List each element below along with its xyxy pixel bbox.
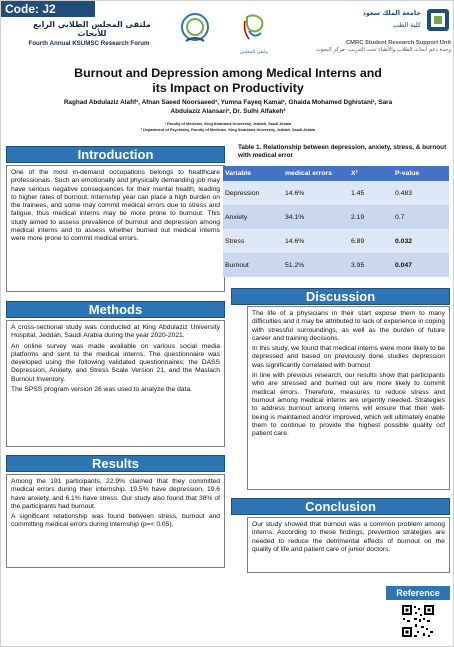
table-cell: 34.1% (283, 205, 349, 229)
methods-p1: A cross-sectional study was conducted at King Abdulaziz University Hospital, Jeddah, Saudi Arabia during the year 2020-2021. (11, 324, 220, 340)
introduction-box (6, 165, 225, 292)
methods-p3: The SPSS program version 26 was used to analyze the data. (11, 386, 193, 394)
table-cell: 1.45 (349, 181, 393, 205)
table-cell: 14.6% (283, 229, 349, 253)
table-row (223, 181, 449, 205)
cmrc-unit-arabic: وحدة دعم أبحاث الطلاب والأطباء تحت التدريب -مركز البحوث (315, 47, 451, 53)
poster-title (21, 66, 435, 96)
authors-line1: Raghad Abdulaziz Alafif¹, Afnan Saeed Noorsaeed¹, Yumna Fayeq Kamal¹, Ghaida Mohamed Dghistani¹, Sara (63, 99, 393, 106)
qr-code-icon[interactable] (401, 604, 435, 638)
table-row (223, 229, 449, 253)
affiliation-1: ¹ Faculty of Medicine, King Abdulaziz University, Jeddah, Saudi Arabia (164, 122, 292, 126)
table-row (223, 253, 449, 277)
poster-title-line2: its Impact on Productivity (152, 81, 304, 95)
forum-arabic-title: ملتقى المجلس الطلابي الرابع للأبحاث (33, 20, 151, 38)
table-cell: 0.7 (393, 205, 449, 229)
conclusion-heading: Conclusion (231, 498, 450, 515)
ksu-logo-text-2: كلية الطب (392, 21, 421, 29)
table-cell: Stress (223, 229, 283, 253)
methods-heading: Methods (6, 301, 225, 318)
results-p1: Among the 191 participants, 22.9% claimed that they committed medical errors during their internship. 19.5% have depression, 19.6 have anxiety, and 6.1% have stress. Our study also found that 38% of the participants had burnout. (11, 478, 220, 510)
methods-box (6, 320, 225, 447)
ksu-logo (341, 7, 451, 33)
cmrc-unit-english: CMRC Student Research Support Unit (346, 40, 451, 46)
table-caption: Table 1. Relationship between depression, anxiety, stress, & burnout with medical error (238, 144, 447, 160)
table-cell: Anxiety (223, 205, 283, 229)
table-header-cell: P-value (393, 166, 449, 181)
discussion-p3: In line with previous research, our results show that participants who are stressed and burned out are more likely to commit medical errors. Therefore, measures to reduce stress and burnout among medical interns are urgently needed. Strategies to address burnout among interns will ensure that their well-being is maintained and/or improved, which will ultimately enable them to continue to provide the highest possible quality ocf patient care. (252, 372, 445, 438)
table-cell: 0.483 (393, 181, 449, 205)
council-logo-text: ملتقى المجلس (239, 50, 269, 55)
table-cell: 6.89 (349, 229, 393, 253)
methods-p2: An online survey was made available on various social media platforms and sent to the medical interns. The questionnaire was developed using the following validated questionnaires; the DASS Depression, Anxiety, and Stress Scale Version 21, and the Maslach Burnout Inventory. (11, 342, 220, 383)
table-cell: 0.032 (393, 229, 449, 253)
discussion-p1: The life of a physicians in their start expose them to many difficulties and it may be attributed to lack of experience in coping with stressful surroundings, as well as the burden of future career and training decisions. (252, 310, 445, 342)
code-badge: Code: J2 (1, 1, 95, 17)
introduction-heading: Introduction (6, 146, 225, 163)
table-cell: 0.047 (393, 253, 449, 277)
table-cell: 3.95 (349, 253, 393, 277)
discussion-box (247, 306, 450, 490)
forum-logo (176, 11, 214, 51)
poster-title-line1: Burnout and Depression among Medical Interns and (74, 66, 382, 80)
table-cell: Depression (223, 181, 283, 205)
affiliation-2: ² Department of Psychiatry, Faculty of Medicine, King Abdulaziz University, Jeddah, Saudi Arabia (140, 128, 316, 132)
table-cell: Burnout (223, 253, 283, 277)
introduction-text: One of the most in-demand occupations belongs to healthcare professionals. Such an emotionally and physically demanding job may have serious negative consequences for their mental health, leading to higher rates of burnout. Internship year can place a high burden on the trainees, and some may commit medical errors due to stress and fatigue, thus medical interns may be more prone to burnout. This study aimed to assess prevalence of burnout and depression among medical interns and to assess whether burned out medical interns were more prone to commit medical errors. (11, 169, 220, 243)
conclusion-text: Our study showed that burnout was a common problem among interns. According to these findings, prevention strategies are needed to reduce the detrimental effects of burnout on the quality of life and patient care of junior doctors. (252, 521, 445, 553)
table-cell: 14.6% (283, 181, 349, 205)
reference-heading: Reference (386, 586, 450, 600)
table-header-cell: medical errors (283, 166, 349, 181)
table-cell: 51.2% (283, 253, 349, 277)
discussion-heading: Discussion (231, 288, 450, 305)
authors-line2: Abdulaziz Alansari¹, Dr. Sulhi Alfakeh² (170, 107, 286, 115)
table-header-cell: X² (349, 166, 393, 181)
results-table (223, 166, 449, 277)
table-header-cell: Variable (223, 166, 283, 181)
table-row (223, 205, 449, 229)
table-cell: 2.19 (349, 205, 393, 229)
ksu-logo-text: جامعة الملك سعود (362, 9, 421, 17)
authors (15, 99, 441, 116)
forum-english-title: Fourth Annual KSUMSC Research Forum (28, 40, 150, 47)
results-p2: A significant relationship was found between stress, burnout and committing medical errors during internship (p=< 0.05). (11, 513, 220, 529)
results-box (6, 474, 225, 568)
council-logo (239, 11, 269, 53)
table-header-row (223, 166, 449, 181)
discussion-p2: In this study, we found that medical interns were more likely to be depressed and based on previously done studies depression was significantly correlated with burnout (252, 345, 445, 369)
results-heading: Results (6, 455, 225, 472)
conclusion-box (247, 517, 450, 573)
